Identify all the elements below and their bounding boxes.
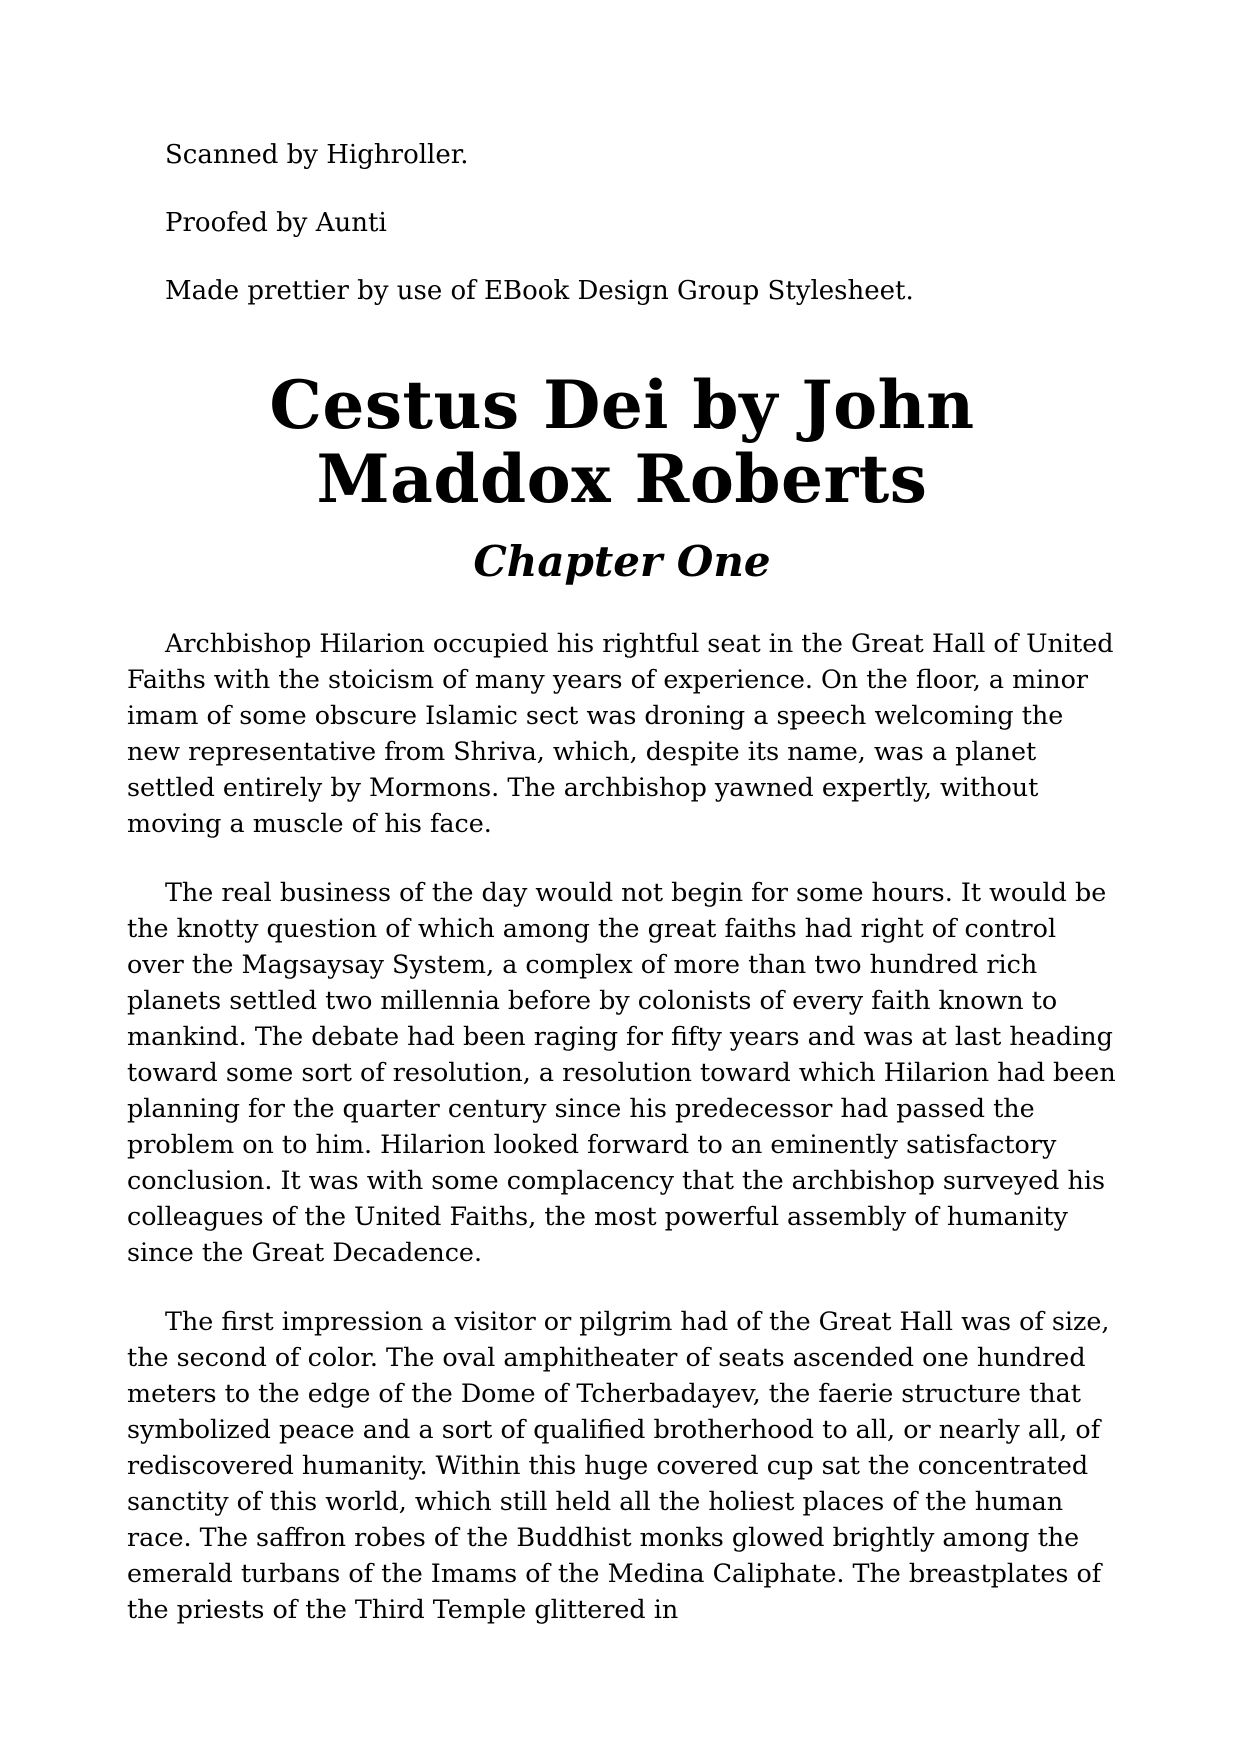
credit-proofed-by: Proofed by Aunti — [165, 208, 387, 238]
credits-block — [165, 138, 1125, 342]
paragraph: The real business of the day would not begin for some hours. It would be the knotty question of which among the great faiths had right of control over the Magsaysay System, a complex of more than two hundred rich planets settled two millennia before by colonists of every faith known to mankind. The debate had been raging for fifty years and was at last heading toward some sort of resolution, a resolution toward which Hilarion had been planning for the quarter century since his predecessor had passed the problem on to him. Hilarion looked forward to an eminently satisfactory conclusion. It was with some complacency that the archbishop surveyed his colleagues of the United Faiths, the most powerful assembly of humanity since the Great Decadence. — [127, 877, 1116, 1267]
chapter-heading: Chapter One — [473, 537, 771, 586]
credit-stylesheet: Made prettier by use of EBook Design Group Stylesheet. — [165, 276, 914, 306]
paragraph: Archbishop Hilarion occupied his rightful seat in the Great Hall of United Faiths with the stoicism of many years of experience. On the floor, a minor imam of some obscure Islamic sect was droning a speech welcoming the new representative from Shriva, which, despite its name, was a planet settled entirely by Mormons. The archbishop yawned expertly, without moving a muscle of his face. — [127, 628, 1114, 838]
book-title: Cestus Dei by John Maddox Roberts — [269, 366, 975, 518]
paragraph: The first impression a visitor or pilgrim had of the Great Hall was of size, the second of color. The oval amphitheater of seats ascended one hundred meters to the edge of the Dome of Tcherbadayev, the faerie structure that symbolized peace and a sort of qualified brotherhood to all, or nearly all, of rediscovered humanity. Within this huge covered cup sat the concentrated sanctity of this world, which still held all the holiest places of the human race. The saffron robes of the Buddhist monks glowed brightly among the emerald turbans of the Imams of the Medina Caliphate. The breastplates of the priests of the Third Temple glittered in — [127, 1306, 1110, 1624]
credit-scanned-by: Scanned by Highroller. — [165, 140, 469, 170]
chapter-body — [127, 625, 1117, 1660]
